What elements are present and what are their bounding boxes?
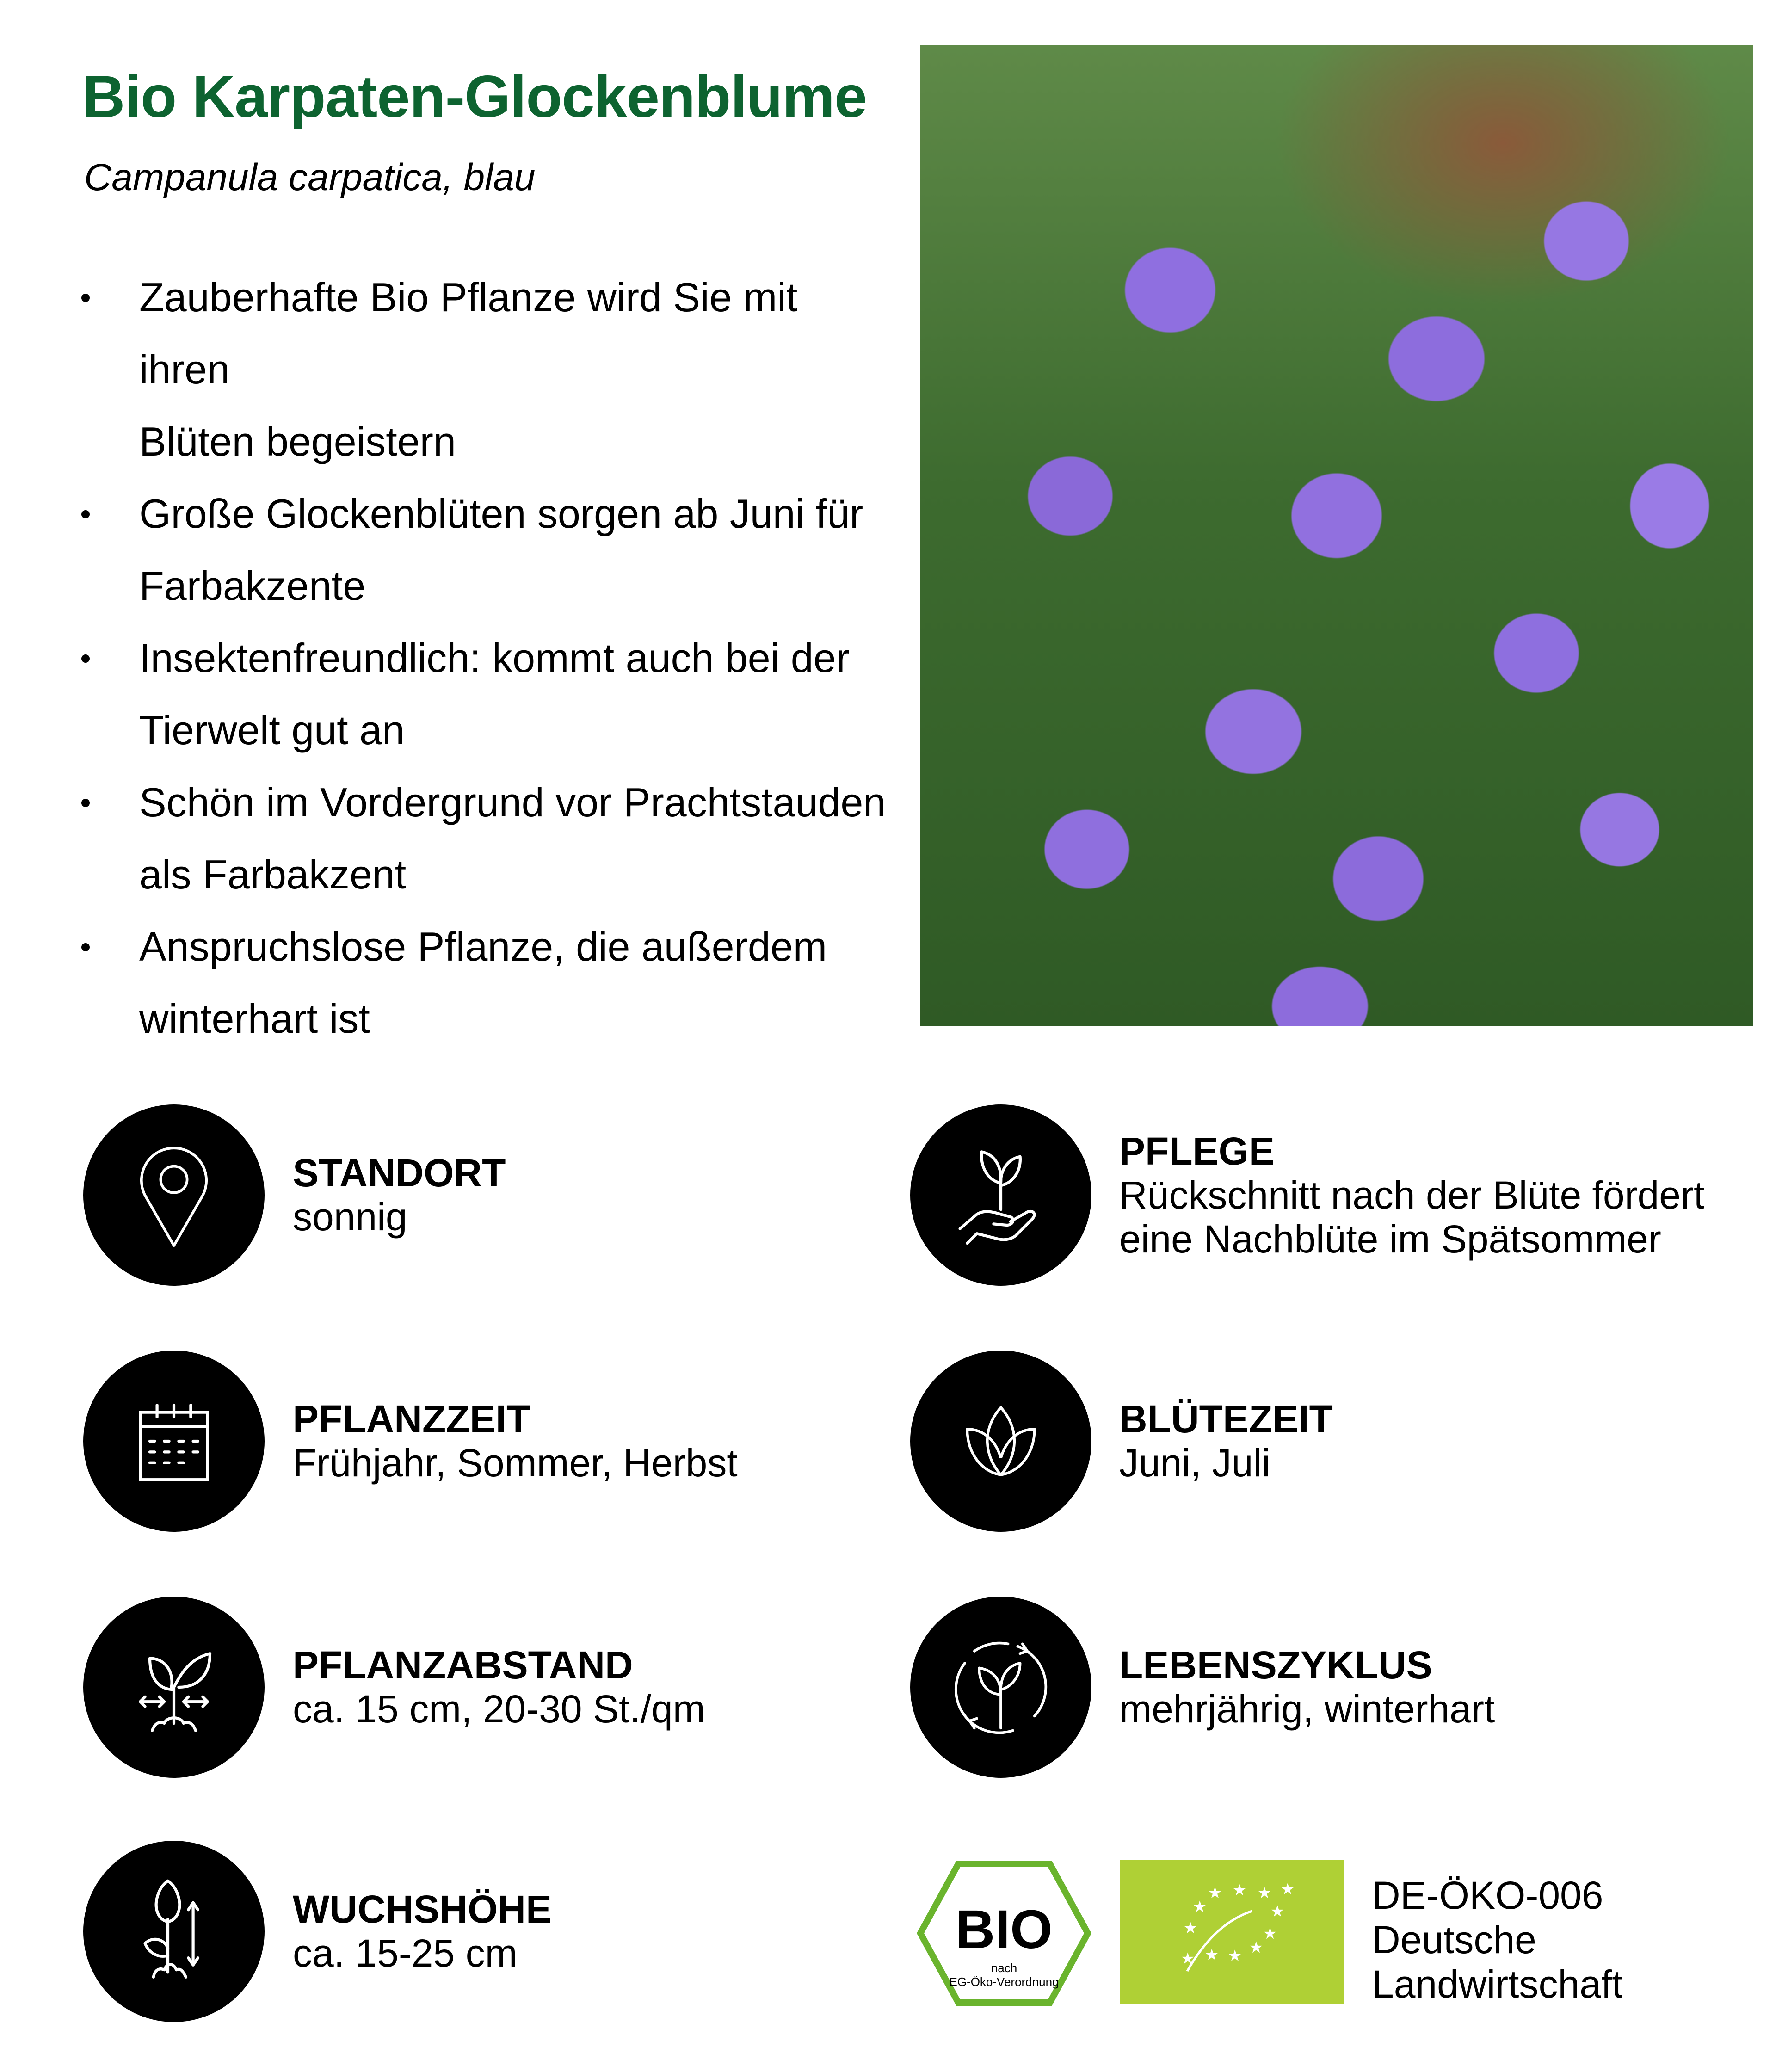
bio-seal-line2: EG-Öko-Verordnung: [949, 1975, 1059, 1989]
feature-label: STANDORT: [293, 1151, 506, 1195]
svg-text:★: ★: [1180, 1949, 1195, 1968]
feature-value: ca. 15 cm, 20-30 St./qm: [293, 1687, 705, 1731]
feature-text: [1119, 1597, 1495, 1778]
bullet-line: Anspruchslose Pflanze, die außerdem: [139, 924, 827, 969]
feature-value: Frühjahr, Sommer, Herbst: [293, 1441, 738, 1485]
control-body-code: DE-ÖKO-006: [1372, 1874, 1603, 1917]
svg-text:★: ★: [1192, 1898, 1207, 1916]
origin-line: Deutsche: [1372, 1918, 1536, 1961]
organic-certification: [917, 1860, 1749, 2008]
product-photo: [920, 45, 1753, 1026]
bullet-dot-icon: [81, 510, 90, 518]
svg-text:★: ★: [1227, 1947, 1242, 1965]
bio-seal-icon: [917, 1860, 1092, 2006]
flower-bud-icon: [910, 1350, 1092, 1532]
bullet-line: Zauberhafte Bio Pflanze wird Sie mit ihren: [139, 274, 798, 392]
feature-bluetezeit: [910, 1350, 1766, 1532]
feature-text: [1119, 1104, 1704, 1286]
feature-text: [1119, 1350, 1333, 1532]
feature-pflege: [910, 1104, 1766, 1286]
svg-text:★: ★: [1208, 1884, 1222, 1902]
hand-seedling-icon: [910, 1104, 1092, 1286]
feature-label: PFLANZZEIT: [293, 1397, 530, 1441]
bio-seal-word: BIO: [956, 1899, 1053, 1960]
svg-text:★: ★: [1270, 1902, 1285, 1921]
feature-label: WUCHSHÖHE: [293, 1887, 552, 1931]
bullet-line: Große Glockenblüten sorgen ab Juni für: [139, 491, 863, 536]
feature-label: LEBENSZYKLUS: [1119, 1643, 1432, 1687]
bullet-line: als Farbakzent: [139, 851, 407, 897]
bio-seal-line1: nach: [991, 1961, 1018, 1975]
bullet-line: Farbakzente: [139, 563, 366, 609]
bullet-line: Tierwelt gut an: [139, 707, 405, 753]
feature-pflanzzeit: [83, 1350, 870, 1532]
bullet-item: [79, 261, 893, 478]
calendar-icon: [83, 1350, 265, 1532]
certification-text: [1372, 1873, 1623, 2006]
svg-text:★: ★: [1263, 1924, 1277, 1943]
feature-standort: [83, 1104, 870, 1286]
feature-value: eine Nachblüte im Spätsommer: [1119, 1217, 1661, 1261]
feature-value: Juni, Juli: [1119, 1441, 1270, 1485]
feature-text: [293, 1104, 506, 1286]
botanical-name: Campanula carpatica, blau: [84, 156, 536, 198]
feature-value: Rückschnitt nach der Blüte fördert: [1119, 1173, 1705, 1217]
feature-wuchshoehe: [83, 1841, 870, 2022]
feature-value: mehrjährig, winterhart: [1119, 1687, 1495, 1731]
bullet-item: [79, 622, 893, 766]
bullet-dot-icon: [81, 799, 90, 807]
feature-pflanzabstand: [83, 1597, 870, 1778]
seedling-spacing-icon: [83, 1597, 265, 1778]
bullet-item: [79, 478, 893, 622]
svg-text:★: ★: [1257, 1884, 1272, 1902]
product-title: Bio Karpaten-Glockenblume: [82, 64, 867, 130]
svg-text:★: ★: [1249, 1938, 1264, 1957]
feature-text: [293, 1350, 738, 1532]
feature-value: ca. 15-25 cm: [293, 1931, 518, 1975]
svg-text:★: ★: [1232, 1881, 1247, 1899]
feature-text: [293, 1841, 552, 2022]
feature-text: [293, 1597, 705, 1778]
feature-lebenszyklus: [910, 1597, 1766, 1778]
bullet-dot-icon: [81, 294, 90, 302]
feature-label: BLÜTEZEIT: [1119, 1397, 1333, 1441]
feature-label: PFLEGE: [1119, 1129, 1275, 1173]
feature-bullet-list: [79, 261, 893, 1055]
map-pin-icon: [83, 1104, 265, 1286]
eu-organic-leaf-icon: [1120, 1860, 1344, 2004]
svg-text:★: ★: [1183, 1919, 1198, 1937]
plant-height-icon: [83, 1841, 265, 2022]
lifecycle-plant-icon: [910, 1597, 1092, 1778]
origin-line: Landwirtschaft: [1372, 1962, 1623, 2006]
bullet-item: [79, 766, 893, 911]
feature-value: sonnig: [293, 1195, 407, 1239]
bullet-item: [79, 911, 893, 1055]
feature-label: PFLANZABSTAND: [293, 1643, 633, 1687]
svg-text:★: ★: [1204, 1946, 1219, 1964]
bullet-line: Blüten begeistern: [139, 419, 456, 464]
bullet-line: winterhart ist: [139, 996, 370, 1042]
bullet-dot-icon: [81, 943, 90, 951]
bullet-dot-icon: [81, 654, 90, 663]
bullet-line: Schön im Vordergrund vor Prachtstauden: [139, 779, 886, 825]
bullet-line: Insektenfreundlich: kommt auch bei der: [139, 635, 850, 681]
svg-text:★: ★: [1280, 1880, 1295, 1899]
